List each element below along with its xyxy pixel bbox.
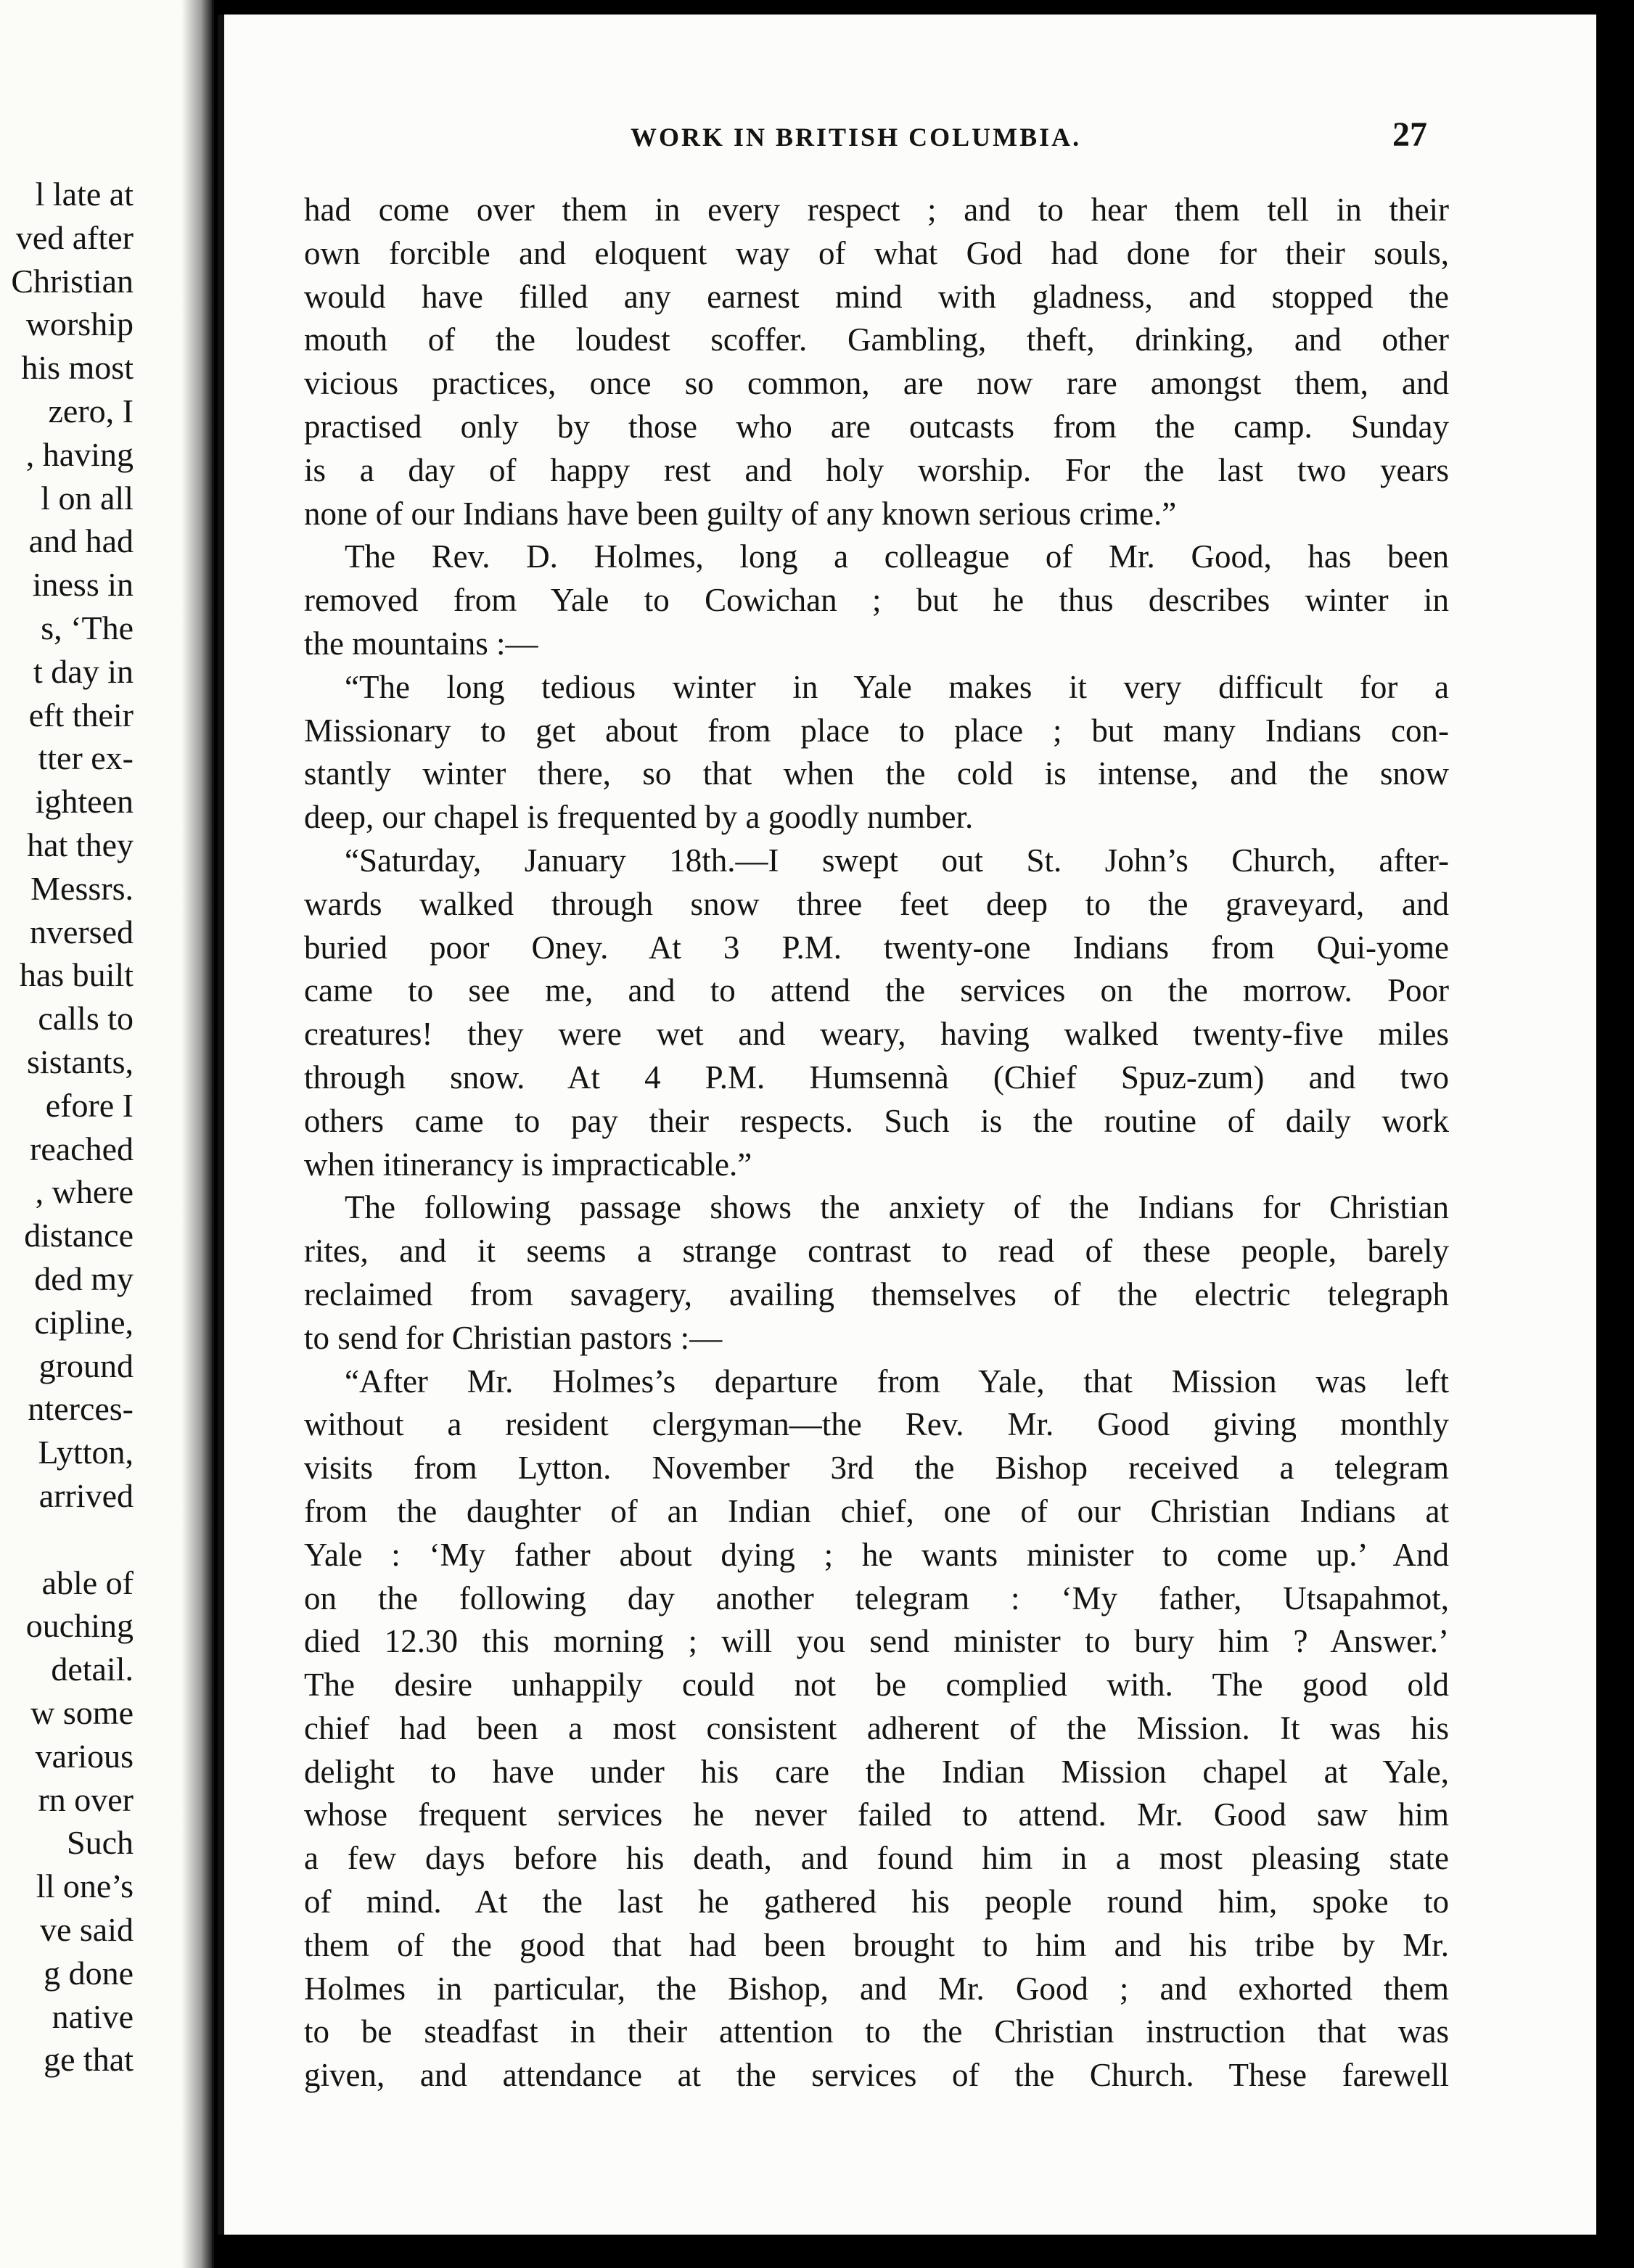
left-page-fragment: , having bbox=[25, 435, 134, 473]
left-page-fragment: cipline, bbox=[34, 1303, 134, 1341]
text-line: the mountains :— bbox=[304, 625, 538, 662]
text-line: to be steadfast in their attention to the Christian instruction that was bbox=[304, 2013, 1449, 2050]
text-line: them of the good that had been brought to him and his tribe by Mr. bbox=[304, 1926, 1449, 1963]
text-line: through snow. At 4 P.M. Humsennà (Chief Spuz-zum) and two bbox=[304, 1059, 1449, 1096]
running-head: WORK IN BRITISH COLUMBIA. bbox=[631, 123, 1082, 152]
text-line: others came to pay their respects. Such is the routine of daily work bbox=[304, 1102, 1449, 1139]
left-page-fragment: Such bbox=[67, 1824, 134, 1862]
left-page-fragment: t day in bbox=[33, 652, 134, 690]
text-line: delight to have under his care the Indian Mission chapel at Yale, bbox=[304, 1753, 1449, 1790]
left-page-fragment: Messrs. bbox=[30, 869, 134, 907]
text-line: given, and attendance at the services of the Church. These farewell bbox=[304, 2057, 1449, 2094]
left-page-fragment: ouching bbox=[25, 1607, 134, 1645]
text-line: The following passage shows the anxiety of the Indians for Christian bbox=[345, 1189, 1449, 1226]
left-page-fragment: ve said bbox=[39, 1911, 134, 1948]
text-line: The desire unhappily could not be complied with. The good old bbox=[304, 1667, 1449, 1704]
left-page-fragment: l on all bbox=[41, 479, 134, 517]
left-page-fragment: s, ‘The bbox=[41, 609, 134, 646]
text-line: “After Mr. Holmes’s departure from Yale, that Mission was left bbox=[345, 1363, 1449, 1400]
text-line: is a day of happy rest and holy worship. For the last two years bbox=[304, 451, 1449, 488]
left-page-fragment: , where bbox=[35, 1173, 134, 1211]
text-line: own forcible and eloquent way of what God had done for their souls, bbox=[304, 234, 1449, 271]
text-line: when itinerancy is impracticable.” bbox=[304, 1146, 752, 1183]
left-page-fragment: distance bbox=[24, 1217, 134, 1254]
text-line: vicious practices, once so common, are now rare amongst them, and bbox=[304, 365, 1449, 402]
text-line: “The long tedious winter in Yale makes it very difficult for a bbox=[345, 668, 1449, 705]
text-line: a few days before his death, and found him in a most pleasing state bbox=[304, 1840, 1449, 1877]
left-page-fragment: Lytton, bbox=[38, 1434, 134, 1471]
left-page-fragment: arrived bbox=[38, 1477, 134, 1514]
text-line: mouth of the loudest scoffer. Gambling, theft, drinking, and other bbox=[304, 321, 1449, 358]
left-page-fragment: g done bbox=[44, 1954, 134, 1992]
text-line: whose frequent services he never failed to attend. Mr. Good saw him bbox=[304, 1796, 1449, 1833]
text-line: without a resident clergyman—the Rev. Mr. Good giving monthly bbox=[304, 1406, 1449, 1443]
left-page-fragment: detail. bbox=[51, 1651, 134, 1688]
text-line: on the following day another telegram : ‘My father, Utsapahmot, bbox=[304, 1579, 1449, 1616]
text-line: stantly winter there, so that when the cold is intense, and the snow bbox=[304, 755, 1449, 792]
left-page-fragment: ved after bbox=[15, 218, 134, 256]
left-page-fragment: hat they bbox=[27, 826, 134, 863]
text-line: from the daughter of an Indian chief, one of our Christian Indians at bbox=[304, 1492, 1449, 1529]
left-page-fragment: has built bbox=[19, 956, 134, 994]
left-page-fragment: efore I bbox=[45, 1086, 134, 1124]
left-page-fragment: w some bbox=[30, 1694, 134, 1731]
left-page-fragment: worship bbox=[25, 305, 134, 343]
text-line: Missionary to get about from place to place ; but many Indians con- bbox=[304, 712, 1449, 749]
text-line: The Rev. D. Holmes, long a colleague of Mr. Good, has been bbox=[345, 538, 1449, 575]
text-line: visits from Lytton. November 3rd the Bishop received a telegram bbox=[304, 1450, 1449, 1487]
text-line: removed from Yale to Cowichan ; but he thus describes winter in bbox=[304, 582, 1449, 619]
left-page-fragment: iness in bbox=[32, 566, 134, 604]
left-page-fragment: sistants, bbox=[27, 1043, 134, 1080]
gutter-shadow bbox=[181, 0, 214, 2268]
left-page-fragment: ded my bbox=[34, 1260, 134, 1297]
left-page-fragment: calls to bbox=[38, 1000, 134, 1038]
scan-border-bottom bbox=[218, 2235, 1596, 2268]
left-page-fragment: tter ex- bbox=[38, 739, 134, 777]
text-line: would have filled any earnest mind with gladness, and stopped the bbox=[304, 278, 1449, 315]
left-page-fragment: ighteen bbox=[35, 783, 134, 821]
text-line: practised only by those who are outcasts from the camp. Sunday bbox=[304, 408, 1449, 445]
body-text bbox=[304, 189, 1449, 2098]
text-line: creatures! they were wet and weary, having walked twenty-five miles bbox=[304, 1016, 1449, 1053]
text-line: “Saturday, January 18th.—I swept out St. John’s Church, after- bbox=[345, 842, 1449, 879]
text-line: chief had been a most consistent adherent of the Mission. It was his bbox=[304, 1709, 1449, 1746]
text-line: rites, and it seems a strange contrast to read of these people, barely bbox=[304, 1233, 1449, 1270]
left-page-fragment: rn over bbox=[38, 1780, 134, 1818]
left-page-fragment: zero, I bbox=[48, 393, 134, 430]
scan-border-right bbox=[1596, 0, 1634, 2268]
left-page-fragment: ll one’s bbox=[36, 1868, 134, 1905]
left-page-fragment: Christian bbox=[11, 262, 134, 300]
book-page bbox=[218, 15, 1596, 2235]
page-number: 27 bbox=[1392, 115, 1427, 154]
page-header bbox=[231, 115, 1596, 165]
text-line: to send for Christian pastors :— bbox=[304, 1319, 723, 1356]
text-line: none of our Indians have been guilty of any known serious crime.” bbox=[304, 495, 1177, 532]
text-line: deep, our chapel is frequented by a goodly number. bbox=[304, 799, 974, 836]
text-line: had come over them in every respect ; and to hear them tell in their bbox=[304, 192, 1449, 228]
left-page-fragment: ge that bbox=[44, 2041, 134, 2079]
left-page-fragment: nversed bbox=[29, 913, 134, 950]
text-line: wards walked through snow three feet deep to the graveyard, and bbox=[304, 885, 1449, 922]
text-line: of mind. At the last he gathered his people round him, spoke to bbox=[304, 1883, 1449, 1920]
left-page-fragment: various bbox=[35, 1737, 134, 1775]
text-line: Yale : ‘My father about dying ; he wants minister to come up.’ And bbox=[304, 1536, 1449, 1573]
left-page-fragment: reached bbox=[30, 1130, 134, 1167]
previous-page-strip bbox=[0, 0, 212, 2268]
text-line: Holmes in particular, the Bishop, and Mr. Good ; and exhorted them bbox=[304, 1970, 1449, 2007]
text-line: reclaimed from savagery, availing themselves of the electric telegraph bbox=[304, 1275, 1449, 1312]
left-page-fragment: ground bbox=[38, 1347, 134, 1384]
left-page-fragment: his most bbox=[21, 349, 134, 387]
left-page-fragment: nterces- bbox=[28, 1390, 134, 1428]
left-page-fragment: able of bbox=[41, 1564, 134, 1601]
text-line: buried poor Oney. At 3 P.M. twenty-one Indians from Qui-yome bbox=[304, 929, 1449, 966]
left-page-fragment: l late at bbox=[35, 176, 134, 213]
left-page-fragment: eft their bbox=[28, 696, 134, 734]
left-page-fragment: native bbox=[52, 1997, 134, 2035]
left-page-fragment: and had bbox=[28, 522, 134, 560]
text-line: died 12.30 this morning ; will you send minister to bury him ? Answer.’ bbox=[304, 1623, 1449, 1660]
text-line: came to see me, and to attend the services on the morrow. Poor bbox=[304, 972, 1449, 1009]
